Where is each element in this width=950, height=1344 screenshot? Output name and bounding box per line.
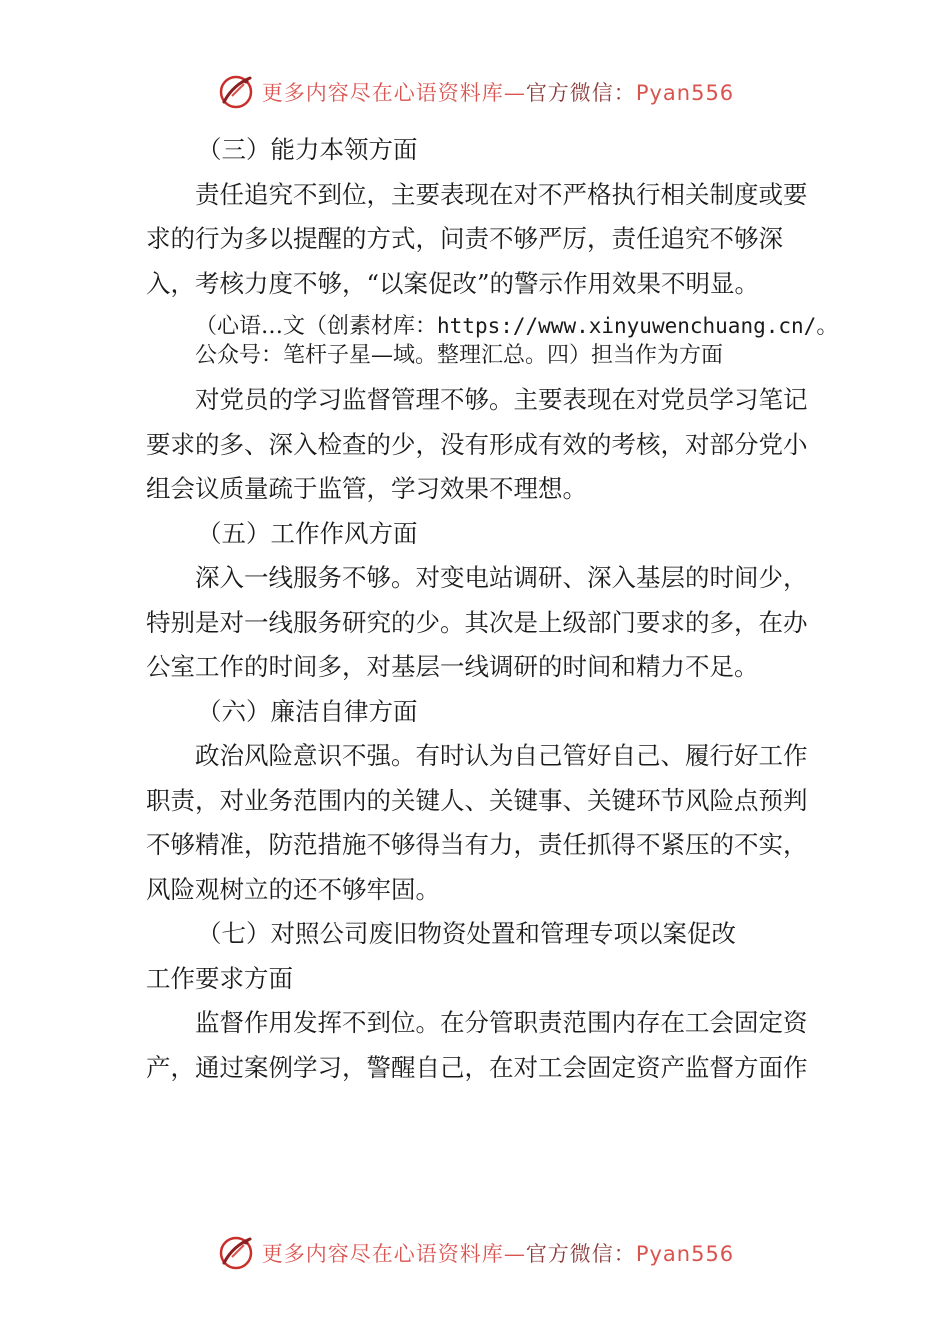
watermark-text — [262, 77, 734, 107]
heading-3: （三）能力本领方面 — [197, 135, 418, 164]
paragraph-4: 对党员的学习监督管理不够。主要表现在对党员学习笔记要求的多、深入检查的少，没有形成有效的考核，对部分党小组会议质量疏于监管，学习效果不理想。 — [146, 385, 808, 503]
watermark-wechat-label: 官方微信： — [525, 1242, 636, 1266]
paragraph-7: 监督作用发挥不到位。在分管职责范围内存在工会固定资产，通过案例学习，警醒自己，在对工会固定资产监督方面作 — [146, 1008, 808, 1082]
watermark-main: 更多内容尽在心语资料库 — [261, 81, 504, 105]
footer-watermark — [0, 1233, 950, 1273]
document-body — [146, 128, 839, 1090]
paragraph-3: 责任追究不到位，主要表现在对不严格执行相关制度或要求的行为多以提醒的方式，问责不够严厉，责任追究不够深入，考核力度不够，“以案促改”的警示作用效果不明显。 — [146, 179, 808, 298]
watermark-dash: — — [503, 81, 526, 105]
watermark-text — [262, 1238, 734, 1268]
source-url: https://www.xinyuwenchuang.cn/ — [437, 314, 817, 338]
logo-icon — [216, 1233, 256, 1273]
logo-icon — [216, 72, 256, 112]
heading-5: （五）工作作风方面 — [197, 518, 418, 548]
watermark-wechat-id: Pyan556 — [635, 81, 735, 105]
source-note-b: 。公众号：笔杆子星—域。整理汇总。四）担当作为方面 — [195, 314, 839, 368]
header-watermark — [0, 72, 950, 112]
heading-6: （六）廉洁自律方面 — [197, 696, 418, 726]
watermark-dash: — — [503, 1242, 526, 1266]
paragraph-6: 政治风险意识不强。有时认为自己管好自己、履行好工作职责，对业务范围内的关键人、关键事、关键环节风险点预判不够精准，防范措施不够得当有力，责任抓得不紧压的不实，风险观树立的还不够牢固。 — [146, 741, 808, 904]
watermark-main: 更多内容尽在心语资料库 — [261, 1242, 504, 1266]
heading-7-line1: （七）对照公司废旧物资处置和管理专项以案促改 — [197, 919, 736, 948]
watermark-wechat-id: Pyan556 — [635, 1242, 735, 1266]
source-note-a: （心语…文（创素材库： — [195, 314, 438, 339]
inline-source-note — [146, 312, 845, 370]
paragraph-5: 深入一线服务不够。对变电站调研、深入基层的时间少，特别是对一线服务研究的少。其次是上级部门要求的多，在办公室工作的时间多，对基层一线调研的时间和精力不足。 — [146, 563, 808, 681]
watermark-wechat-label: 官方微信： — [525, 81, 636, 105]
heading-7-line2: 工作要求方面 — [146, 963, 293, 993]
